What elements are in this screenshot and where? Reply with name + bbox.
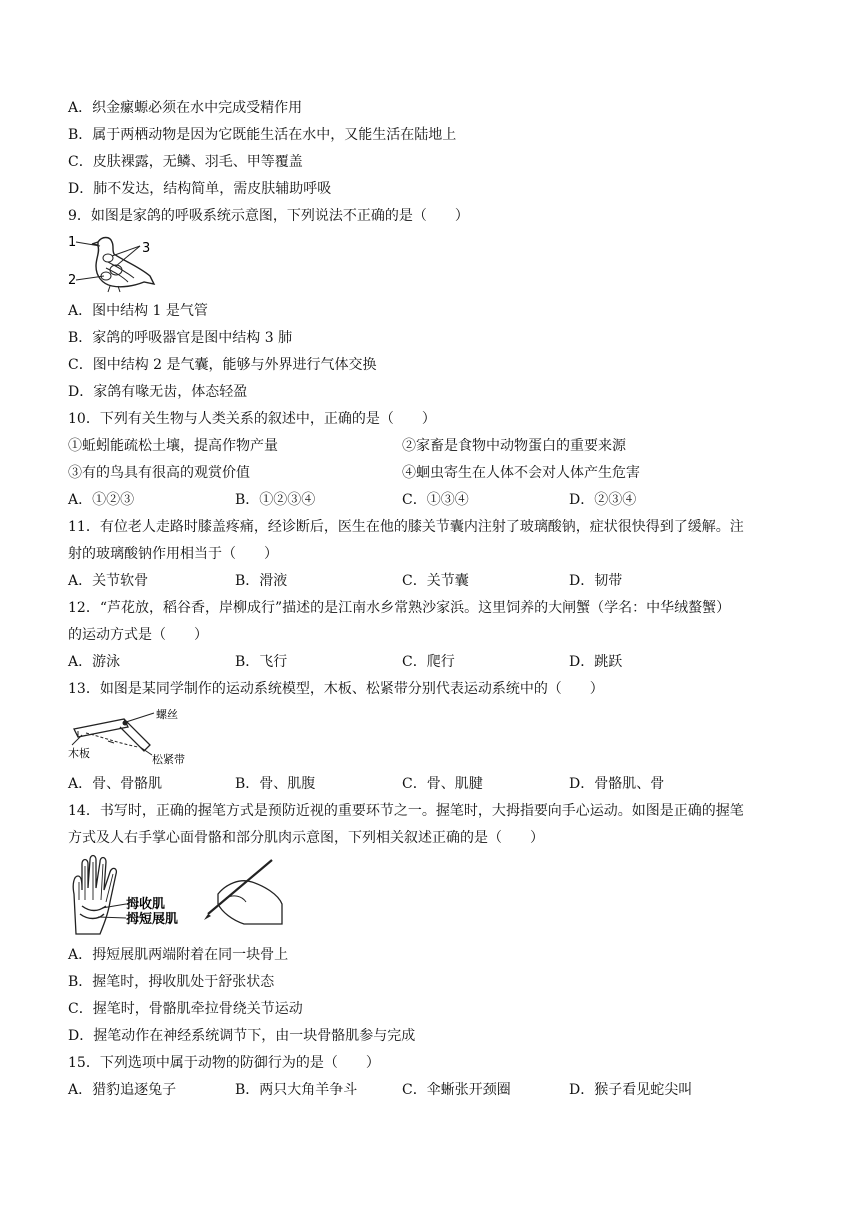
q12-option-a: A．游泳 <box>68 654 121 670</box>
q15-option-a: A．猎豹追逐兔子 <box>68 1082 177 1098</box>
q13-stem: 13．如图是某同学制作的运动系统模型，木板、松紧带分别代表运动系统中的（ ） <box>68 681 604 697</box>
q9-option-d: D．家鸽有喙无齿，体态轻盈 <box>68 384 248 400</box>
q11-option-b: B．滑液 <box>235 573 288 589</box>
q10-option-d: D．②③④ <box>569 492 637 508</box>
model-label-elastic: 松紧带 <box>152 753 185 766</box>
q9-stem: 9．如图是家鸽的呼吸系统示意图，下列说法不正确的是（ ） <box>68 208 469 224</box>
q15-option-b: B．两只大角羊争斗 <box>235 1082 358 1098</box>
q10-option-b: B．①②③④ <box>235 492 316 508</box>
q14-stem-line2: 方式及人右手掌心面骨骼和部分肌肉示意图，下列相关叙述正确的是（ ） <box>68 830 544 846</box>
q11-stem-line2: 射的玻璃酸钠作用相当于（ ） <box>68 546 278 562</box>
q15-option-c: C．伞蜥张开颈圈 <box>402 1082 511 1098</box>
pigeon-label-3: 3 <box>142 241 151 256</box>
q11-option-d: D．韧带 <box>569 573 623 589</box>
q12-stem-line2: 的运动方式是（ ） <box>68 627 208 643</box>
q13-option-a: A．骨、骨骼肌 <box>68 776 163 792</box>
q8-option-b: B．属于两栖动物是因为它既能生活在水中，又能生活在陆地上 <box>68 127 457 143</box>
q10-statement-3: ③有的鸟具有很高的观赏价值 <box>68 465 250 481</box>
q8-option-d: D．肺不发达，结构简单，需皮肤辅助呼吸 <box>68 181 332 197</box>
q10-statement-1: ①蚯蚓能疏松土壤，提高作物产量 <box>68 438 278 454</box>
q14-option-b: B．握笔时，拇收肌处于舒张状态 <box>68 974 275 990</box>
q14-option-c: C．握笔时，骨骼肌牵拉骨绕关节运动 <box>68 1001 303 1017</box>
q11-stem-line1: 11．有位老人走路时膝盖疼痛，经诊断后，医生在他的膝关节囊内注射了玻璃酸钠，症状很快得到了缓解。注 <box>68 519 744 535</box>
model-label-screw: 螺丝 <box>156 708 178 721</box>
q11-option-c: C．关节囊 <box>402 573 469 589</box>
muscle-model-figure <box>68 705 208 767</box>
hand-label-adductor: 拇收肌 <box>126 897 166 912</box>
q15-stem: 15．下列选项中属于动物的防御行为的是（ ） <box>68 1055 380 1071</box>
q12-option-d: D．跳跃 <box>569 654 623 670</box>
q13-option-d: D．骨骼肌、骨 <box>569 776 665 792</box>
q12-option-c: C．爬行 <box>402 654 455 670</box>
q9-option-c: C．图中结构 2 是气囊，能够与外界进行气体交换 <box>68 357 377 373</box>
hand-label-abductor: 拇短展肌 <box>126 912 179 927</box>
q12-option-b: B．飞行 <box>235 654 288 670</box>
q14-option-d: D．握笔动作在神经系统调节下，由一块骨骼肌参与完成 <box>68 1028 416 1044</box>
q12-stem-line1: 12．“芦花放，稻谷香，岸柳成行”描述的是江南水乡常熟沙家浜。这里饲养的大闸蟹（学名：中华绒螯蟹） <box>68 600 731 616</box>
model-label-board: 木板 <box>68 747 90 760</box>
q8-option-a: A．织金瘰螈必须在水中完成受精作用 <box>68 100 303 116</box>
q14-stem-line1: 14．书写时，正确的握笔方式是预防近视的重要环节之一。握笔时，大拇指要向手心运动。如图是正确的握笔 <box>68 803 744 819</box>
q10-stem: 10．下列有关生物与人类关系的叙述中，正确的是（ ） <box>68 411 436 427</box>
pigeon-label-2: 2 <box>68 273 77 288</box>
q13-option-c: C．骨、肌腱 <box>402 776 483 792</box>
q10-option-c: C．①③④ <box>402 492 469 508</box>
q10-statement-2: ②家畜是食物中动物蛋白的重要来源 <box>402 438 626 454</box>
q9-option-b: B．家鸽的呼吸器官是图中结构 3 肺 <box>68 330 293 346</box>
q13-option-b: B．骨、肌腹 <box>235 776 316 792</box>
q9-option-a: A．图中结构 1 是气管 <box>68 303 208 319</box>
q8-option-c: C．皮肤裸露，无鳞、羽毛、甲等覆盖 <box>68 154 303 170</box>
hand-muscle-figure <box>68 854 288 938</box>
pigeon-label-1: 1 <box>68 235 77 250</box>
q11-option-a: A．关节软骨 <box>68 573 149 589</box>
pigeon-respiratory-figure <box>68 232 160 294</box>
q10-option-a: A．①②③ <box>68 492 135 508</box>
q14-option-a: A．拇短展肌两端附着在同一块骨上 <box>68 947 289 963</box>
q15-option-d: D．猴子看见蛇尖叫 <box>569 1082 693 1098</box>
q10-statement-4: ④蛔虫寄生在人体不会对人体产生危害 <box>402 465 640 481</box>
